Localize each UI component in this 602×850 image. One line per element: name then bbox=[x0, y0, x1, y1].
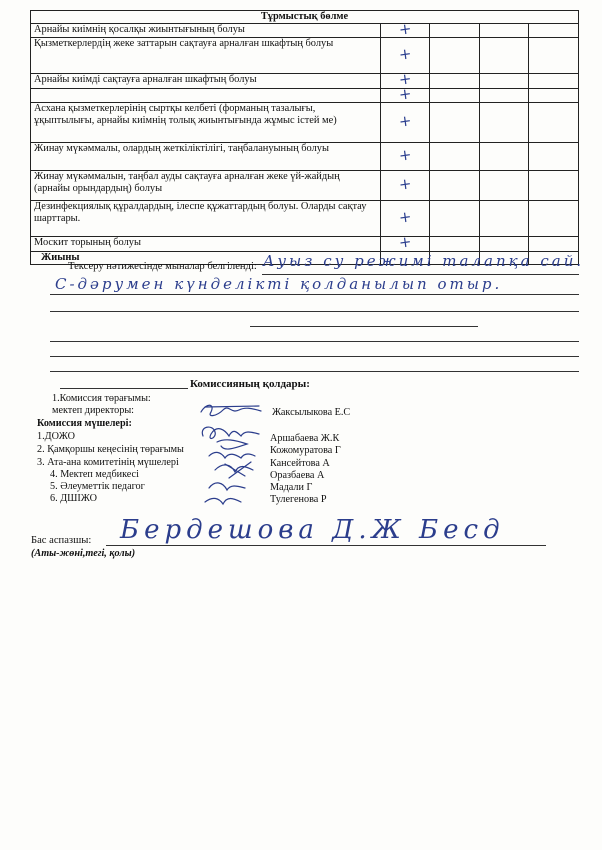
chair-role: мектеп директоры: bbox=[52, 405, 135, 416]
table-row bbox=[31, 23, 579, 38]
note-line bbox=[250, 326, 478, 327]
table-row bbox=[31, 88, 579, 103]
note-line bbox=[50, 356, 579, 357]
criterion-text: Жинау мүкәммалын, таңбал ауды сақтауға арналған жеке үй-жайдың (арнайы орындардың) болуы bbox=[31, 171, 381, 201]
check-mark: + bbox=[397, 145, 413, 165]
criterion-text: Дезинфекциялық құралдардың, ілеспе құжаттардың болуы. Оларды сақтау шарттары. bbox=[31, 201, 381, 237]
check-mark: + bbox=[397, 207, 413, 227]
check-mark: + bbox=[397, 69, 413, 89]
handwritten-note-line-2: С-дәрумен күнделікті қолданылып отыр. bbox=[55, 275, 503, 293]
chair-label: 1.Комиссия төрағымы: bbox=[52, 393, 151, 404]
note-line bbox=[50, 294, 579, 295]
table-row bbox=[31, 171, 579, 201]
total-label: Жиыны bbox=[31, 251, 381, 264]
handwritten-note-line-1: Ауыз су режимі талапқа сай. bbox=[263, 252, 585, 270]
criterion-text: Жинау мүкәммалы, олардың жеткіліктілігі, таңбалануының болуы bbox=[31, 143, 381, 171]
check-mark: + bbox=[397, 83, 413, 104]
member-name: Мадали Г bbox=[270, 482, 313, 493]
members-label: Комиссия мүшелері: bbox=[37, 418, 132, 429]
criterion-text: Асхана қызметкерлерінің сыртқы келбеті (форманың тазалығы, ұқыптылығы, арнайы киімнің толық жиынтығында жұмыс істей ме) bbox=[31, 103, 381, 143]
criterion-text: Қызметкерлердің жеке заттарын сақтауға арналған шкафтың болуы bbox=[31, 38, 381, 74]
member-role: 4. Мектеп медбикесі bbox=[50, 469, 139, 480]
member-name: Оразбаева А bbox=[270, 470, 325, 481]
table-row bbox=[31, 38, 579, 74]
check-mark: + bbox=[397, 111, 413, 131]
table-header-row bbox=[31, 11, 579, 24]
criterion-text: Арнайы киімнің қосалқы жиынтығының болуы bbox=[31, 23, 381, 38]
check-mark: + bbox=[397, 44, 413, 64]
member-role: 6. ДШІЖО bbox=[50, 493, 98, 504]
note-line bbox=[50, 341, 579, 342]
check-mark: + bbox=[397, 174, 413, 194]
table-row bbox=[31, 201, 579, 237]
table-row bbox=[31, 143, 579, 171]
note-line bbox=[50, 311, 579, 312]
check-mark: + bbox=[397, 18, 413, 39]
member-role: 1.ДОЖО bbox=[37, 431, 75, 442]
chef-signature-line bbox=[106, 545, 546, 546]
chef-name-note: (Аты-жөні,тегі, қолы) bbox=[31, 548, 136, 559]
member-signatures-image bbox=[195, 398, 270, 510]
signatures-title: Комиссияның қолдары: bbox=[190, 378, 310, 390]
member-role: 2. Қамқоршы кеңесінің төрағымы bbox=[37, 444, 184, 455]
checklist-table bbox=[30, 10, 579, 265]
table-row bbox=[31, 103, 579, 143]
member-role: 3. Ата-ана комитетінің мүшелері bbox=[37, 457, 179, 468]
criterion-text: Москит торының болуы bbox=[31, 237, 381, 252]
member-name: Кансейтова А bbox=[270, 458, 330, 469]
note-line bbox=[50, 371, 579, 372]
chef-handwritten-signature: Бердешова Д.Ж Бесд bbox=[120, 515, 505, 545]
table-row bbox=[31, 237, 579, 252]
member-name: Кожомуратова Г bbox=[270, 445, 341, 456]
criterion-text bbox=[31, 88, 381, 103]
table-section-title: Тұрмыстық бөлме bbox=[31, 11, 579, 24]
table-row bbox=[31, 74, 579, 89]
signature-title-line bbox=[60, 388, 188, 389]
chair-name: Жаксылыкова Е.С bbox=[272, 407, 351, 418]
notes-label: Тексеру нәтижесінде мыналар белгіленді: bbox=[68, 261, 257, 272]
member-name: Аршабаева Ж.К bbox=[270, 433, 340, 444]
chef-label: Бас аспазшы: bbox=[31, 535, 92, 546]
note-line bbox=[262, 274, 579, 275]
member-role: 5. Әлеуметтік педагог bbox=[50, 481, 145, 492]
member-name: Тулегенова Р bbox=[270, 494, 327, 505]
check-mark: + bbox=[397, 232, 413, 253]
criterion-text: Арнайы киімді сақтауға арналған шкафтың болуы bbox=[31, 74, 381, 89]
